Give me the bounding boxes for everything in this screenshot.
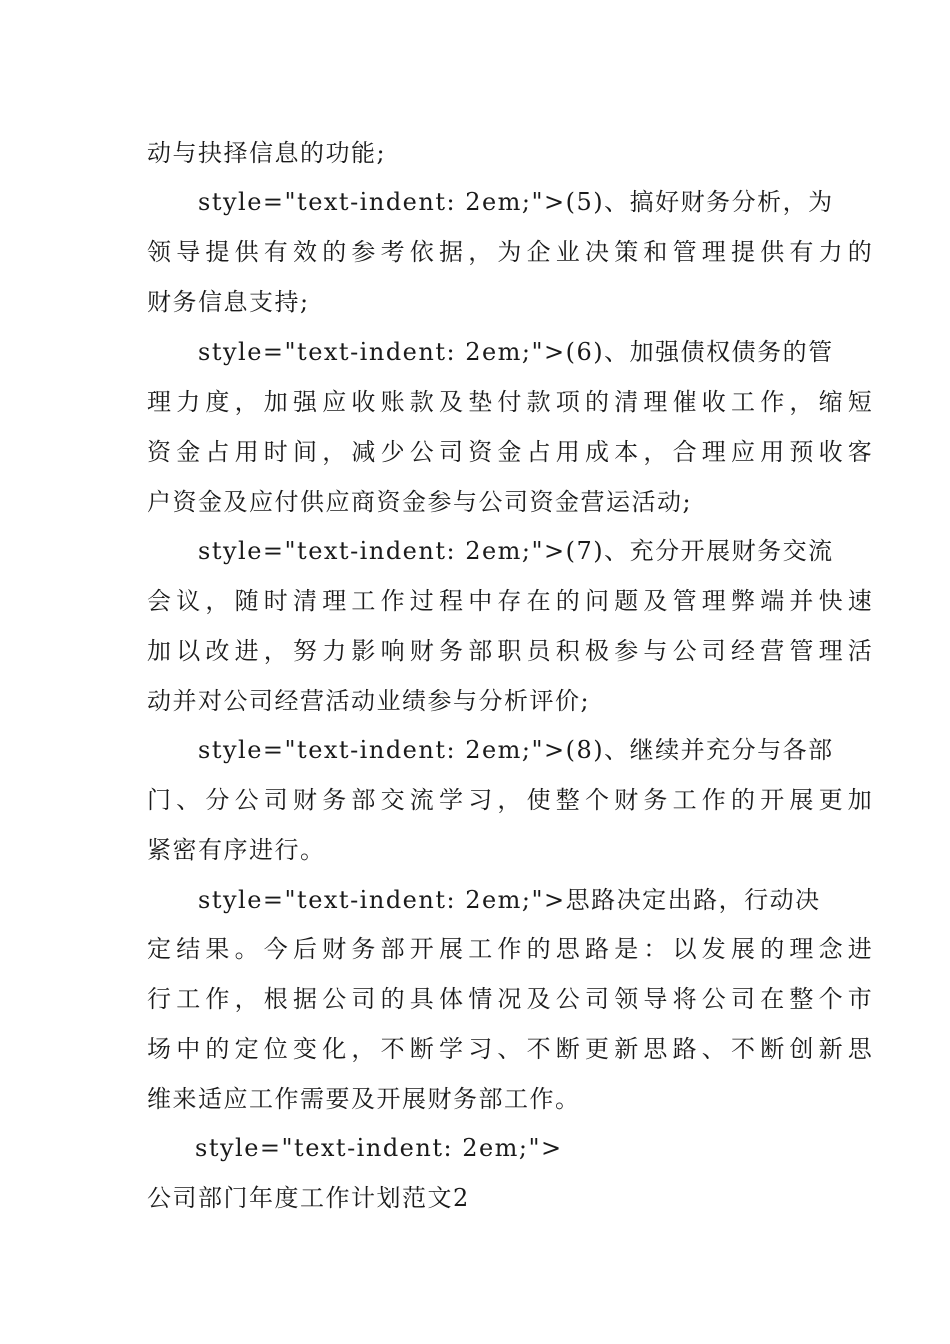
text-line: 维来适应工作需要及开展财务部工作。 <box>147 1085 581 1113</box>
text-line: 会议，随时清理工作过程中存在的问题及管理弊端并快速 <box>147 587 877 615</box>
text-line: style="text-indent: 2em;">(5)、搞好财务分析，为 <box>198 188 834 216</box>
text-line: 动并对公司经营活动业绩参与分析评价; <box>147 687 591 715</box>
text-line: 领导提供有效的参考依据，为企业决策和管理提供有力的 <box>147 238 877 266</box>
text-line: style="text-indent: 2em;">(8)、继续并充分与各部 <box>198 736 834 764</box>
text-line: 动与抉择信息的功能; <box>147 139 387 167</box>
text-line: 户资金及应付供应商资金参与公司资金营运活动; <box>147 488 693 516</box>
text-line: 门、分公司财务部交流学习，使整个财务工作的开展更加 <box>147 786 877 814</box>
text-line: 理力度，加强应收账款及垫付款项的清理催收工作，缩短 <box>147 388 877 416</box>
text-line: 资金占用时间，减少公司资金占用成本，合理应用预收客 <box>147 438 877 466</box>
text-line: 定结果。今后财务部开展工作的思路是：以发展的理念进 <box>147 935 877 963</box>
text-line: 加以改进，努力影响财务部职员积极参与公司经营管理活 <box>147 637 877 665</box>
text-line: style="text-indent: 2em;">思路决定出路，行动决 <box>198 886 821 914</box>
text-line: 场中的定位变化，不断学习、不断更新思路、不断创新思 <box>147 1035 877 1063</box>
text-line: style="text-indent: 2em;">(6)、加强债权债务的管 <box>198 338 834 366</box>
text-line: 行工作，根据公司的具体情况及公司领导将公司在整个市 <box>147 985 877 1013</box>
text-line: style="text-indent: 2em;"> <box>195 1134 563 1162</box>
text-line: 紧密有序进行。 <box>147 836 326 864</box>
text-line: 财务信息支持; <box>147 288 310 316</box>
text-line: style="text-indent: 2em;">(7)、充分开展财务交流 <box>198 537 834 565</box>
section-heading: 公司部门年度工作计划范文2 <box>147 1184 470 1212</box>
